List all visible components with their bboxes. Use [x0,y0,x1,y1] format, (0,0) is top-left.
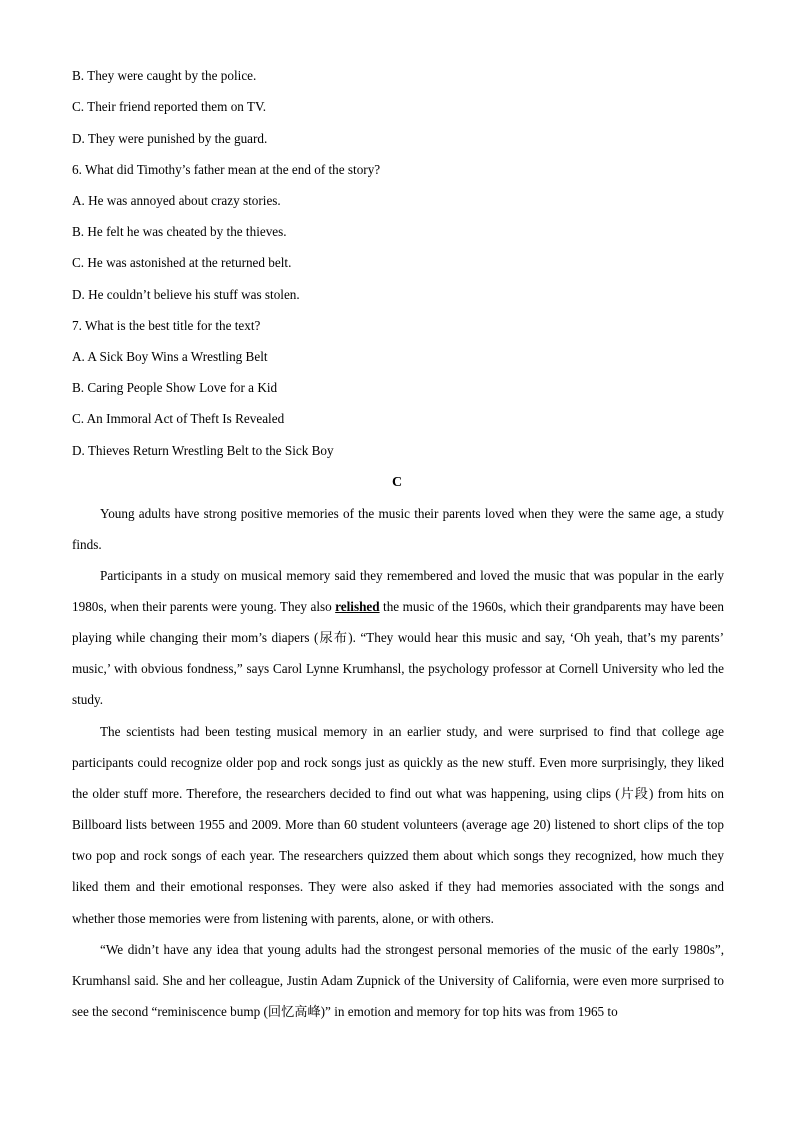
passage-heading: C [391,475,403,490]
paragraph-2-text-before: Participants in a study on musical memory said they remembered and loved the music that was popular in the early 1980s, when their parents were young. They also [72,568,724,615]
q5-option-c: C. Their friend reported them on TV. [72,99,267,114]
passage-paragraph-4: “We didn’t have any idea that young adults had the strongest personal memories of the music of the early 1980s”, Krumhansl said. She and her colleague, Justin Adam Zupnick of the University of California, were even more surprised to see the second “reminiscence bump (回忆高峰)” in emotion and memory for top hits was from 1965 to [72,942,724,1020]
q6-option-b: B. He felt he was cheated by the thieves. [72,224,287,239]
q5-option-d: D. They were punished by the guard. [72,131,268,146]
q7-option-a: A. A Sick Boy Wins a Wrestling Belt [72,349,268,364]
vocabulary-keyword: relished [335,599,380,615]
q6-option-a: A. He was annoyed about crazy stories. [72,193,281,208]
q7-option-c: C. An Immoral Act of Theft Is Revealed [72,411,285,426]
passage-paragraph-2 [72,560,724,715]
q6-option-d: D. He couldn’t believe his stuff was stolen. [72,287,300,302]
paragraph-2-text-after: the music of the 1960s, which their grandparents may have been playing while changing their mom’s diapers (尿布). “They would hear this music and say, ‘Oh yeah, that’s my parents’ music,’ with obvious fondness,” says Carol Lynne Krumhansl, the psychology professor at Cornell University who led the study. [72,599,724,708]
q7-option-d: D. Thieves Return Wrestling Belt to the Sick Boy [72,443,334,458]
q7-option-b: B. Caring People Show Love for a Kid [72,380,278,395]
q6-stem: 6. What did Timothy’s father mean at the end of the story? [72,162,381,177]
passage-paragraph-1: Young adults have strong positive memories of the music their parents loved when they were the same age, a study finds. [72,506,724,553]
q5-option-b: B. They were caught by the police. [72,68,257,83]
q7-stem: 7. What is the best title for the text? [72,318,261,333]
passage-paragraph-3: The scientists had been testing musical memory in an earlier study, and were surprised to find that college age participants could recognize older pop and rock songs just as quickly as the new stuff. Even more surprisingly, they liked the older stuff more. Therefore, the researchers decided to find out what was happening, using clips (片段) from hits on Billboard lists between 1955 and 2009. More than 60 student volunteers (average age 20) listened to short clips of the top two pop and rock songs of each year. The researchers quizzed them about which songs they recognized, how much they liked them and their emotional responses. They were also asked if they had memories associated with the songs and whether those memories were from listening with parents, alone, or with others. [72,724,724,926]
q6-option-c: C. He was astonished at the returned belt. [72,255,292,270]
